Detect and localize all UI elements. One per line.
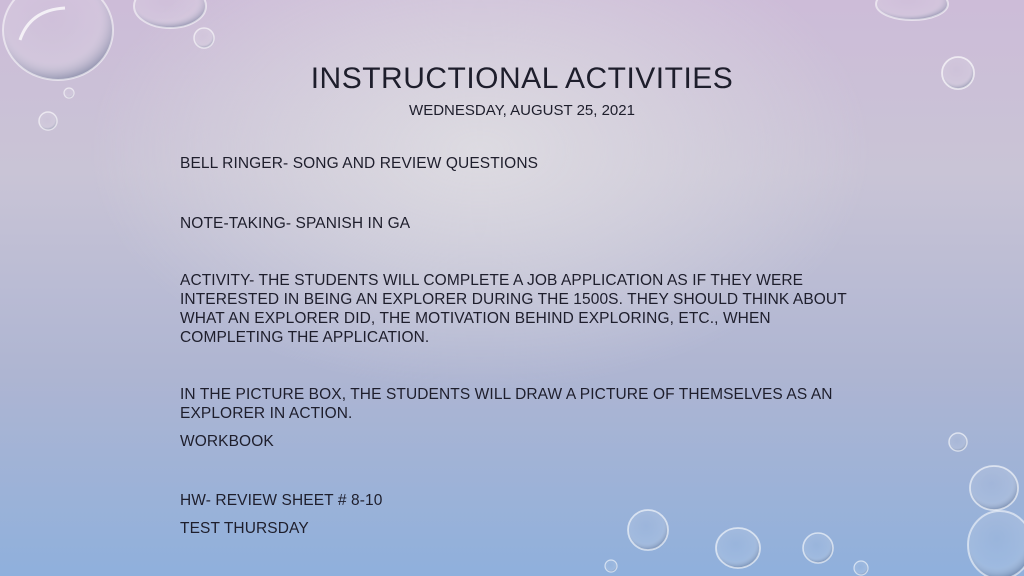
droplet bbox=[968, 511, 1024, 576]
droplet bbox=[949, 433, 967, 451]
bell-ringer-item: BELL RINGER- SONG AND REVIEW QUESTIONS bbox=[180, 155, 539, 172]
slide-title: INSTRUCTIONAL ACTIVITIES bbox=[310, 62, 734, 95]
droplet bbox=[605, 560, 617, 572]
activity-item: ACTIVITY- THE STUDENTS WILL COMPLETE A JOB APPLICATION AS IF THEY WERE INTERESTED IN BEING AN EXPLORER DURING THE 1500S. THEY SHOULD THINK ABOUT WHAT AN EXPLORER DID, THE MOTIVATION BEHIND EXPLORING, ETC., WHEN COMPLETING THE APPLICATION. bbox=[180, 272, 847, 346]
note-taking-item: NOTE-TAKING- SPANISH IN GA bbox=[180, 215, 411, 232]
droplet bbox=[194, 28, 214, 48]
test-item: TEST THURSDAY bbox=[180, 520, 309, 537]
droplet bbox=[970, 466, 1018, 510]
droplet bbox=[134, 0, 206, 28]
workbook-item: WORKBOOK bbox=[180, 433, 274, 450]
slide-subtitle-date: WEDNESDAY, AUGUST 25, 2021 bbox=[409, 102, 635, 119]
homework-item: HW- REVIEW SHEET # 8-10 bbox=[180, 492, 383, 509]
droplet bbox=[876, 0, 948, 20]
droplet bbox=[854, 561, 868, 575]
picture-box-item: IN THE PICTURE BOX, THE STUDENTS WILL DRAW A PICTURE OF THEMSELVES AS AN EXPLORER IN ACTION. bbox=[180, 386, 833, 422]
